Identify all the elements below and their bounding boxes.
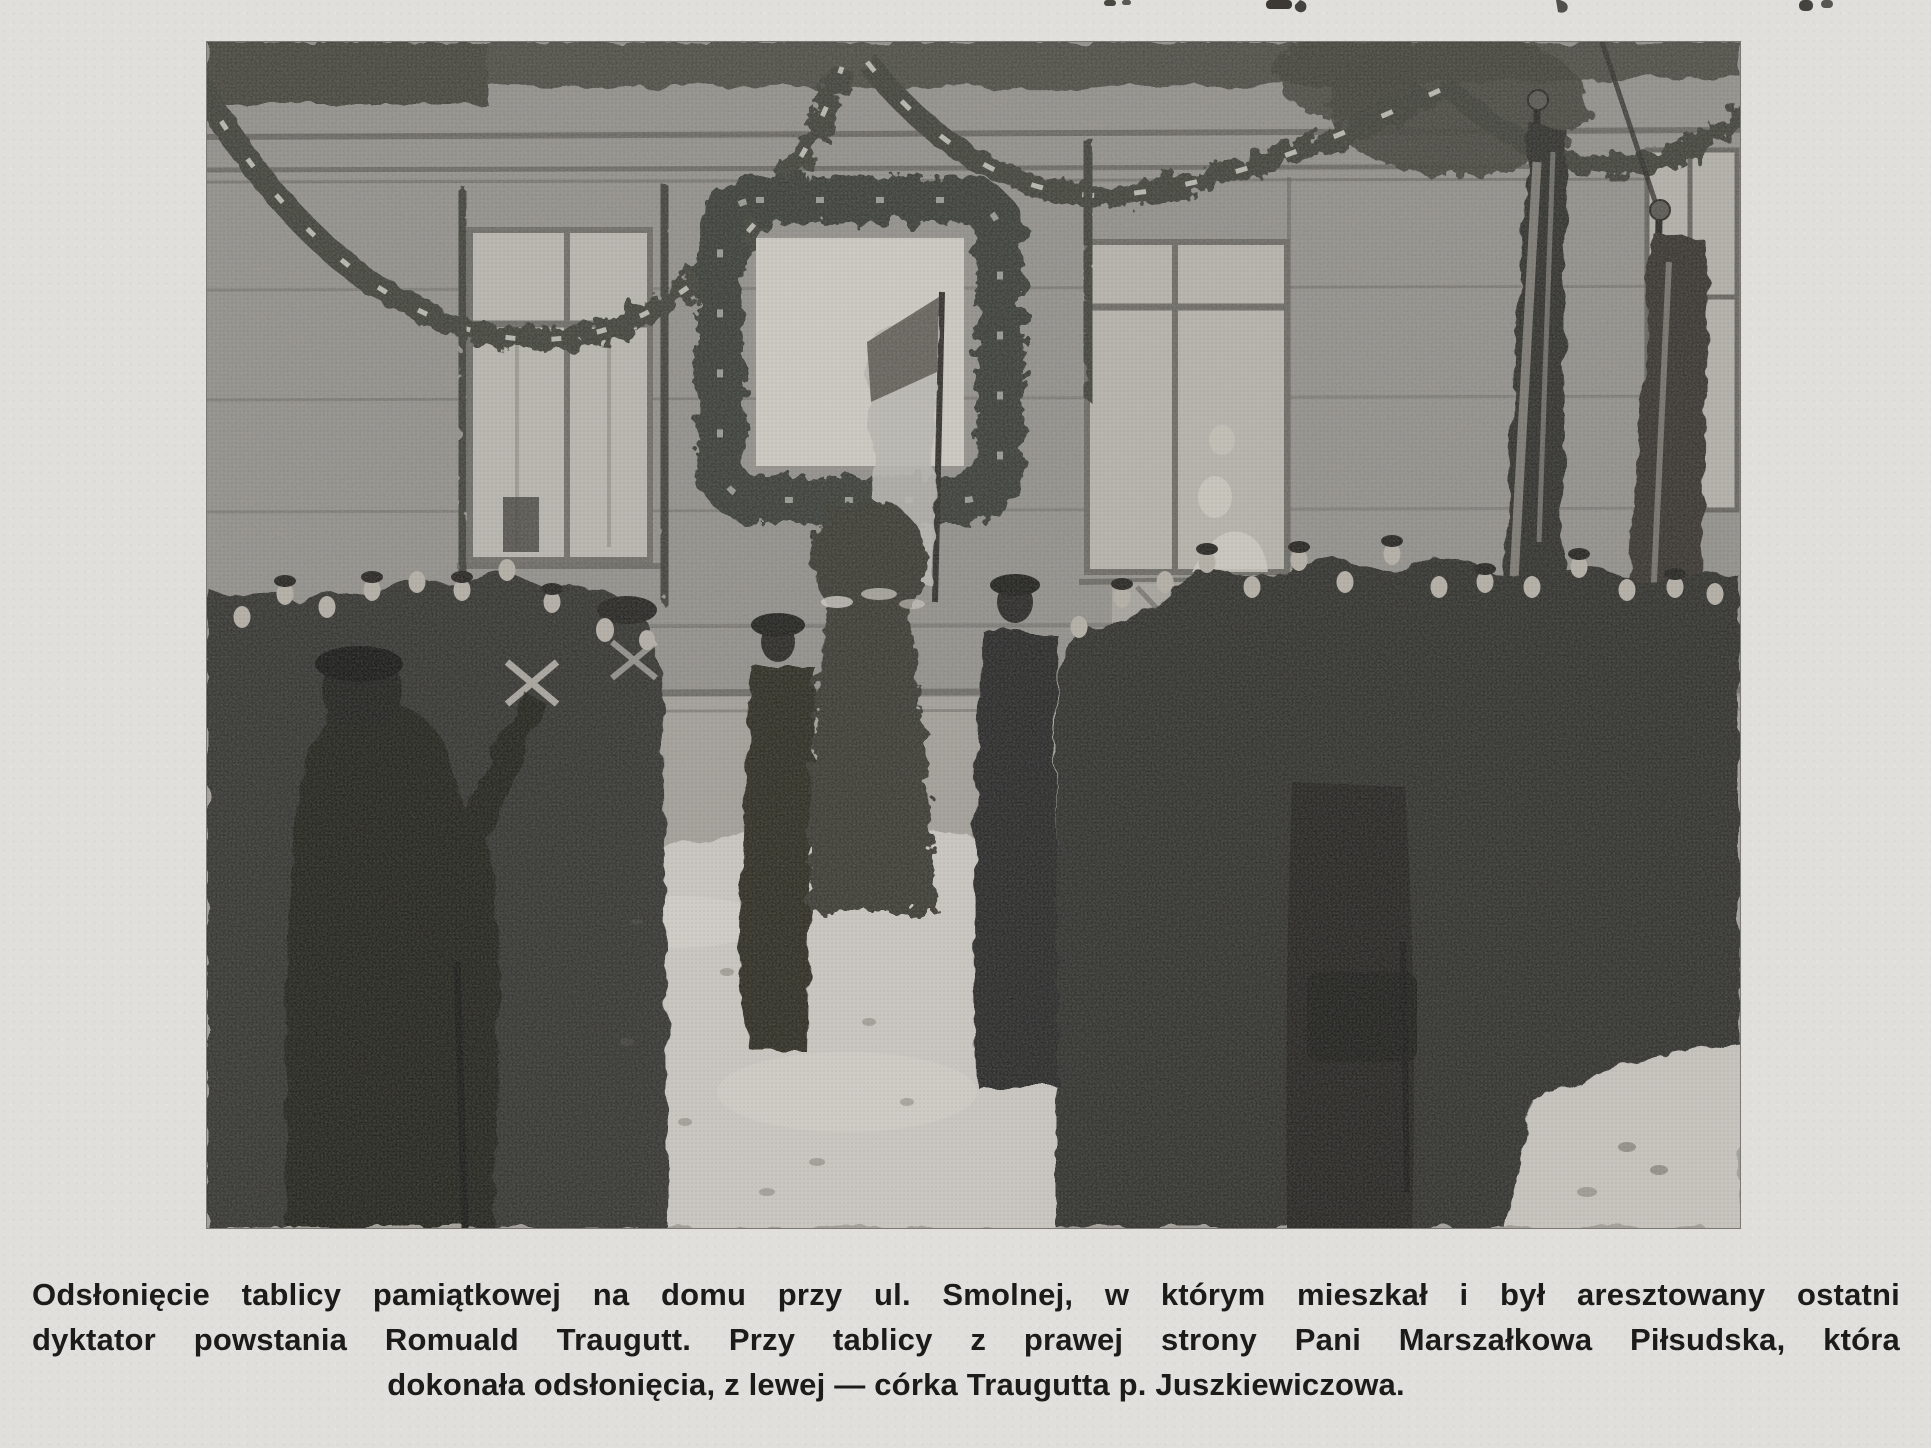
- grain-overlay: [207, 42, 1740, 1228]
- caption-line-1: Odsłonięcie tablicy pamiątkowej na domu przy ul. Smolnej, w którym mieszkał i był aresztowany ostatni: [32, 1277, 1900, 1312]
- photograph-art: [207, 42, 1740, 1228]
- caption-line-3: dokonała odsłonięcia, z lewej — córka Traugutta p. Juszkiewiczowa.: [387, 1367, 1405, 1402]
- cropped-text-fragments: [0, 0, 1931, 16]
- photo-caption: [32, 1272, 1900, 1407]
- photograph: [207, 42, 1740, 1228]
- caption-line-2: dyktator powstania Romuald Traugutt. Przy tablicy z prawej strony Pani Marszałkowa Piłsudska, która: [32, 1322, 1900, 1357]
